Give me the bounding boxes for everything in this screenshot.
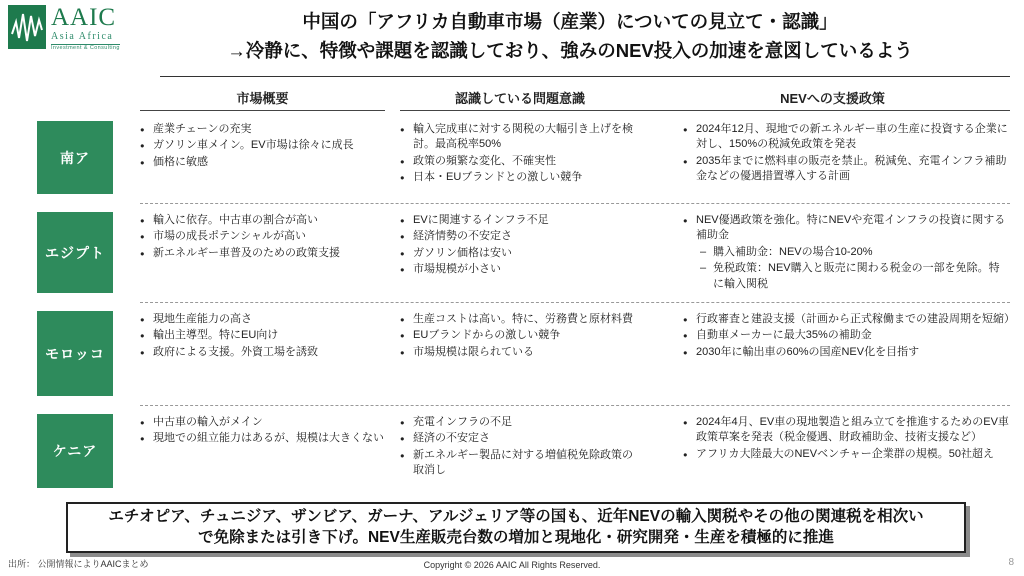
bullet-item [400, 328, 640, 343]
bullet-text: ガソリン車メイン。EV市場は徐々に成長 [153, 139, 354, 152]
bullet-text: 政策の頻繁な変化、不確実性 [413, 154, 556, 167]
bullet-marker-icon: ● [683, 125, 688, 134]
bullet-marker-icon: ● [400, 248, 405, 258]
bullet-marker-icon: ● [400, 265, 405, 275]
column-header-underline [140, 110, 385, 111]
bullet-item [683, 312, 1015, 327]
bullet-text: アフリカ大陸最大のNEVベンチャー企業群の規模。50社超え [696, 447, 994, 460]
bullet-item [140, 122, 385, 137]
bullet-text: 日本・EUブランドとの激しい競争 [413, 171, 583, 184]
logo-subtitle: Asia Africa [51, 31, 114, 42]
bullet-item [400, 213, 640, 228]
bullet-marker-icon: ● [683, 331, 688, 341]
bullet-marker-icon: ● [683, 449, 688, 459]
sub-bullet-item [700, 245, 1010, 260]
page-title-line2: →冷静に、特徴や課題を認識しており、強みのNEV投入の加速を意図しているよう [227, 39, 913, 61]
bullet-marker-icon: ● [140, 347, 145, 357]
page-title-line1: 中国の「アフリカ自動車市場（産業）についての見立て・認識」 [302, 11, 838, 32]
bullet-text: 充電インフラの不足 [413, 416, 512, 428]
cell-list [140, 112, 385, 203]
bullet-item [400, 262, 640, 277]
bullet-text: EVに関連するインフラ不足 [413, 214, 549, 226]
bullet-text: 現地生産能力の高さ [153, 313, 252, 325]
bullet-text: 市場規模は限られている [413, 345, 534, 358]
cell-list [655, 405, 1010, 497]
aaic-logo [8, 5, 120, 52]
bullet-item [140, 312, 385, 327]
bullet-text: 産業チェーンの充実 [153, 123, 252, 135]
cell-list [655, 302, 1015, 405]
bullet-marker-icon: ● [400, 347, 405, 357]
bullet-text: 新エネルギー製品に対する増値税免除政策の取消し [413, 448, 633, 477]
bullet-item [400, 431, 640, 446]
bullet-marker-icon: ● [683, 216, 688, 225]
bullet-item [400, 154, 640, 169]
bullet-marker-icon: ● [683, 156, 688, 166]
bullet-item [140, 229, 385, 244]
bullet-text: 自動車メーカーに最大35%の補助金 [696, 329, 872, 342]
bullet-item [400, 229, 640, 244]
bullet-text: 購入補助金：NEVの場合10-20% [713, 245, 873, 258]
page-title [130, 8, 1010, 65]
country-label: モロッコ [37, 311, 113, 396]
aaic-logo-box [8, 5, 46, 49]
cell-list [140, 203, 385, 302]
bullet-marker-icon: ● [400, 216, 405, 225]
cell-list [655, 112, 1010, 203]
country-label: ケニア [37, 414, 113, 488]
bullet-text: 2035年までに燃料車の販売を禁止。税減免、充電インフラ補助金などの優遇措置導入する計画 [696, 154, 1007, 183]
bullet-item [140, 213, 385, 228]
bullet-marker-icon: ● [400, 315, 405, 324]
bullet-item [400, 246, 640, 261]
bullet-item [140, 246, 385, 261]
bullet-item [683, 328, 1010, 343]
bullet-text: 市場の成長ポテンシャルが高い [153, 230, 306, 243]
bullet-text: 価格に敏感 [153, 155, 208, 168]
bullet-text: 輸入に依存。中古車の割合が高い [153, 214, 318, 226]
bullet-item [683, 447, 1010, 462]
bullet-text: 2024年4月、EV車の現地製造と組み立てを推進するためのEV車政策草案を発表（税金優遇、財政補助金、技術支援など） [696, 416, 1009, 444]
source-note: 出所： 公開情報によりAAICまとめ [8, 559, 149, 569]
country-label: エジプト [37, 212, 113, 293]
cell-list [400, 302, 640, 405]
column-header-market: 市場概要 [236, 91, 289, 106]
bullet-item [400, 312, 640, 327]
bullet-marker-icon: ● [140, 232, 145, 242]
bullet-text: ガソリン価格は安い [413, 246, 512, 259]
bullet-marker-icon: ● [140, 125, 145, 134]
bullet-marker-icon: ● [400, 450, 405, 460]
bullet-marker-icon: ● [400, 418, 405, 427]
cell-list [400, 112, 640, 203]
bullet-marker-icon: ● [140, 418, 145, 427]
bullet-marker-icon: ● [400, 156, 405, 166]
bullet-marker-icon: ● [400, 173, 405, 183]
bullet-marker-icon: ● [400, 232, 405, 242]
country-table-body [37, 112, 1015, 497]
bullet-text: 行政審査と建設支援（計画から正式稼働までの建設周期を短縮） [696, 313, 1015, 325]
logo-abbr: AAIC [51, 4, 117, 31]
bullet-marker-icon: ● [140, 157, 145, 167]
sub-bullet-item [700, 261, 1010, 292]
bullet-marker-icon: ● [683, 347, 688, 357]
bullet-marker-icon: ● [140, 315, 145, 324]
page-number: 8 [1008, 557, 1014, 568]
cell-list [140, 302, 385, 405]
bullet-item [683, 415, 1010, 446]
bullet-text: 新エネルギー車普及のための政策支援 [153, 246, 340, 259]
column-header-underline [400, 110, 640, 111]
bullet-marker-icon: ● [140, 434, 145, 444]
bullet-item [140, 415, 385, 430]
column-header-nev-policy: NEVへの支援政策 [780, 91, 885, 106]
bullet-item [140, 431, 385, 446]
bullet-text: 免税政策：NEV購入と販売に関わる税金の一部を免除。特に輸入関税 [713, 262, 1000, 290]
bullet-marker-icon: ● [140, 331, 145, 341]
table-row [37, 112, 1010, 203]
bullet-text: 中古車の輸入がメイン [153, 416, 263, 428]
bullet-item [683, 345, 1010, 360]
dash-marker-icon: – [700, 262, 707, 275]
column-header-underline [640, 110, 1010, 111]
bullet-item [400, 345, 640, 360]
cell-list [140, 405, 385, 497]
summary-line2: で免除または引き下げ。NEV生産販売台数の増加と現地化・研究開発・生産を積極的に推進 [198, 529, 834, 547]
aaic-logo-text [51, 5, 120, 52]
bullet-text: 政府による支援。外資工場を誘致 [153, 345, 318, 358]
bullet-text: EUブランドからの激しい競争 [413, 329, 561, 342]
aaic-logo-zigzag-icon [10, 8, 44, 46]
bullet-text: 2030年に輸出車の60%の国産NEV化を目指す [696, 345, 920, 358]
bullet-marker-icon: ● [400, 434, 405, 444]
bullet-text: 経済の不安定さ [413, 432, 490, 445]
bullet-item [140, 345, 385, 360]
cell-list [655, 203, 1010, 302]
summary-box [66, 502, 966, 553]
table-row [37, 302, 1015, 405]
bullet-item [140, 138, 385, 153]
bullet-item [140, 155, 385, 170]
bullet-item [683, 213, 1010, 244]
bullet-text: NEV優遇政策を強化。特にNEVや充電インフラの投資に関する補助金 [696, 214, 1006, 242]
bullet-marker-icon: ● [140, 141, 145, 151]
bullet-text: 現地での組立能力はあるが、規模は大きくない [153, 432, 384, 445]
cell-list [400, 405, 640, 497]
copyright-text: Copyright © 2026 AAIC All Rights Reserved. [423, 560, 601, 570]
bullet-marker-icon: ● [683, 418, 688, 427]
bullet-item [400, 170, 640, 185]
bullet-item [400, 448, 640, 479]
logo-tagline: Investment & Consulting [51, 45, 120, 51]
bullet-item [683, 154, 1010, 185]
bullet-text: 生産コストは高い。特に、労務費と原材料費 [413, 313, 633, 325]
bullet-marker-icon: ● [140, 216, 145, 225]
column-header-issues: 認識している問題意識 [454, 91, 585, 106]
table-row [37, 203, 1010, 302]
table-row [37, 405, 1010, 497]
bullet-item [140, 328, 385, 343]
bullet-text: 輸入完成車に対する関税の大幅引き上げを検討。最高税率50% [413, 123, 633, 151]
bullet-text: 輸出主導型。特にEU向け [153, 329, 279, 342]
bullet-marker-icon: ● [140, 248, 145, 258]
country-label: 南ア [37, 121, 113, 194]
cell-list [400, 203, 640, 302]
bullet-item [400, 415, 640, 430]
bullet-text: 経済情勢の不安定さ [413, 230, 512, 243]
bullet-marker-icon: ● [400, 331, 405, 341]
bullet-marker-icon: ● [683, 315, 688, 324]
bullet-text: 市場規模が小さい [413, 263, 501, 276]
dash-marker-icon: – [700, 245, 707, 258]
title-divider [160, 76, 1010, 77]
summary-line1: エチオピア、チュニジア、ザンビア、ガーナ、アルジェリア等の国も、近年NEVの輸入関税やその他の関連税を相次い [108, 508, 924, 525]
bullet-item [683, 122, 1010, 153]
bullet-item [400, 122, 640, 153]
bullet-text: 2024年12月、現地での新エネルギー車の生産に投資する企業に対し、150%の税減免政策を発表 [696, 123, 1008, 151]
bullet-marker-icon: ● [400, 125, 405, 134]
